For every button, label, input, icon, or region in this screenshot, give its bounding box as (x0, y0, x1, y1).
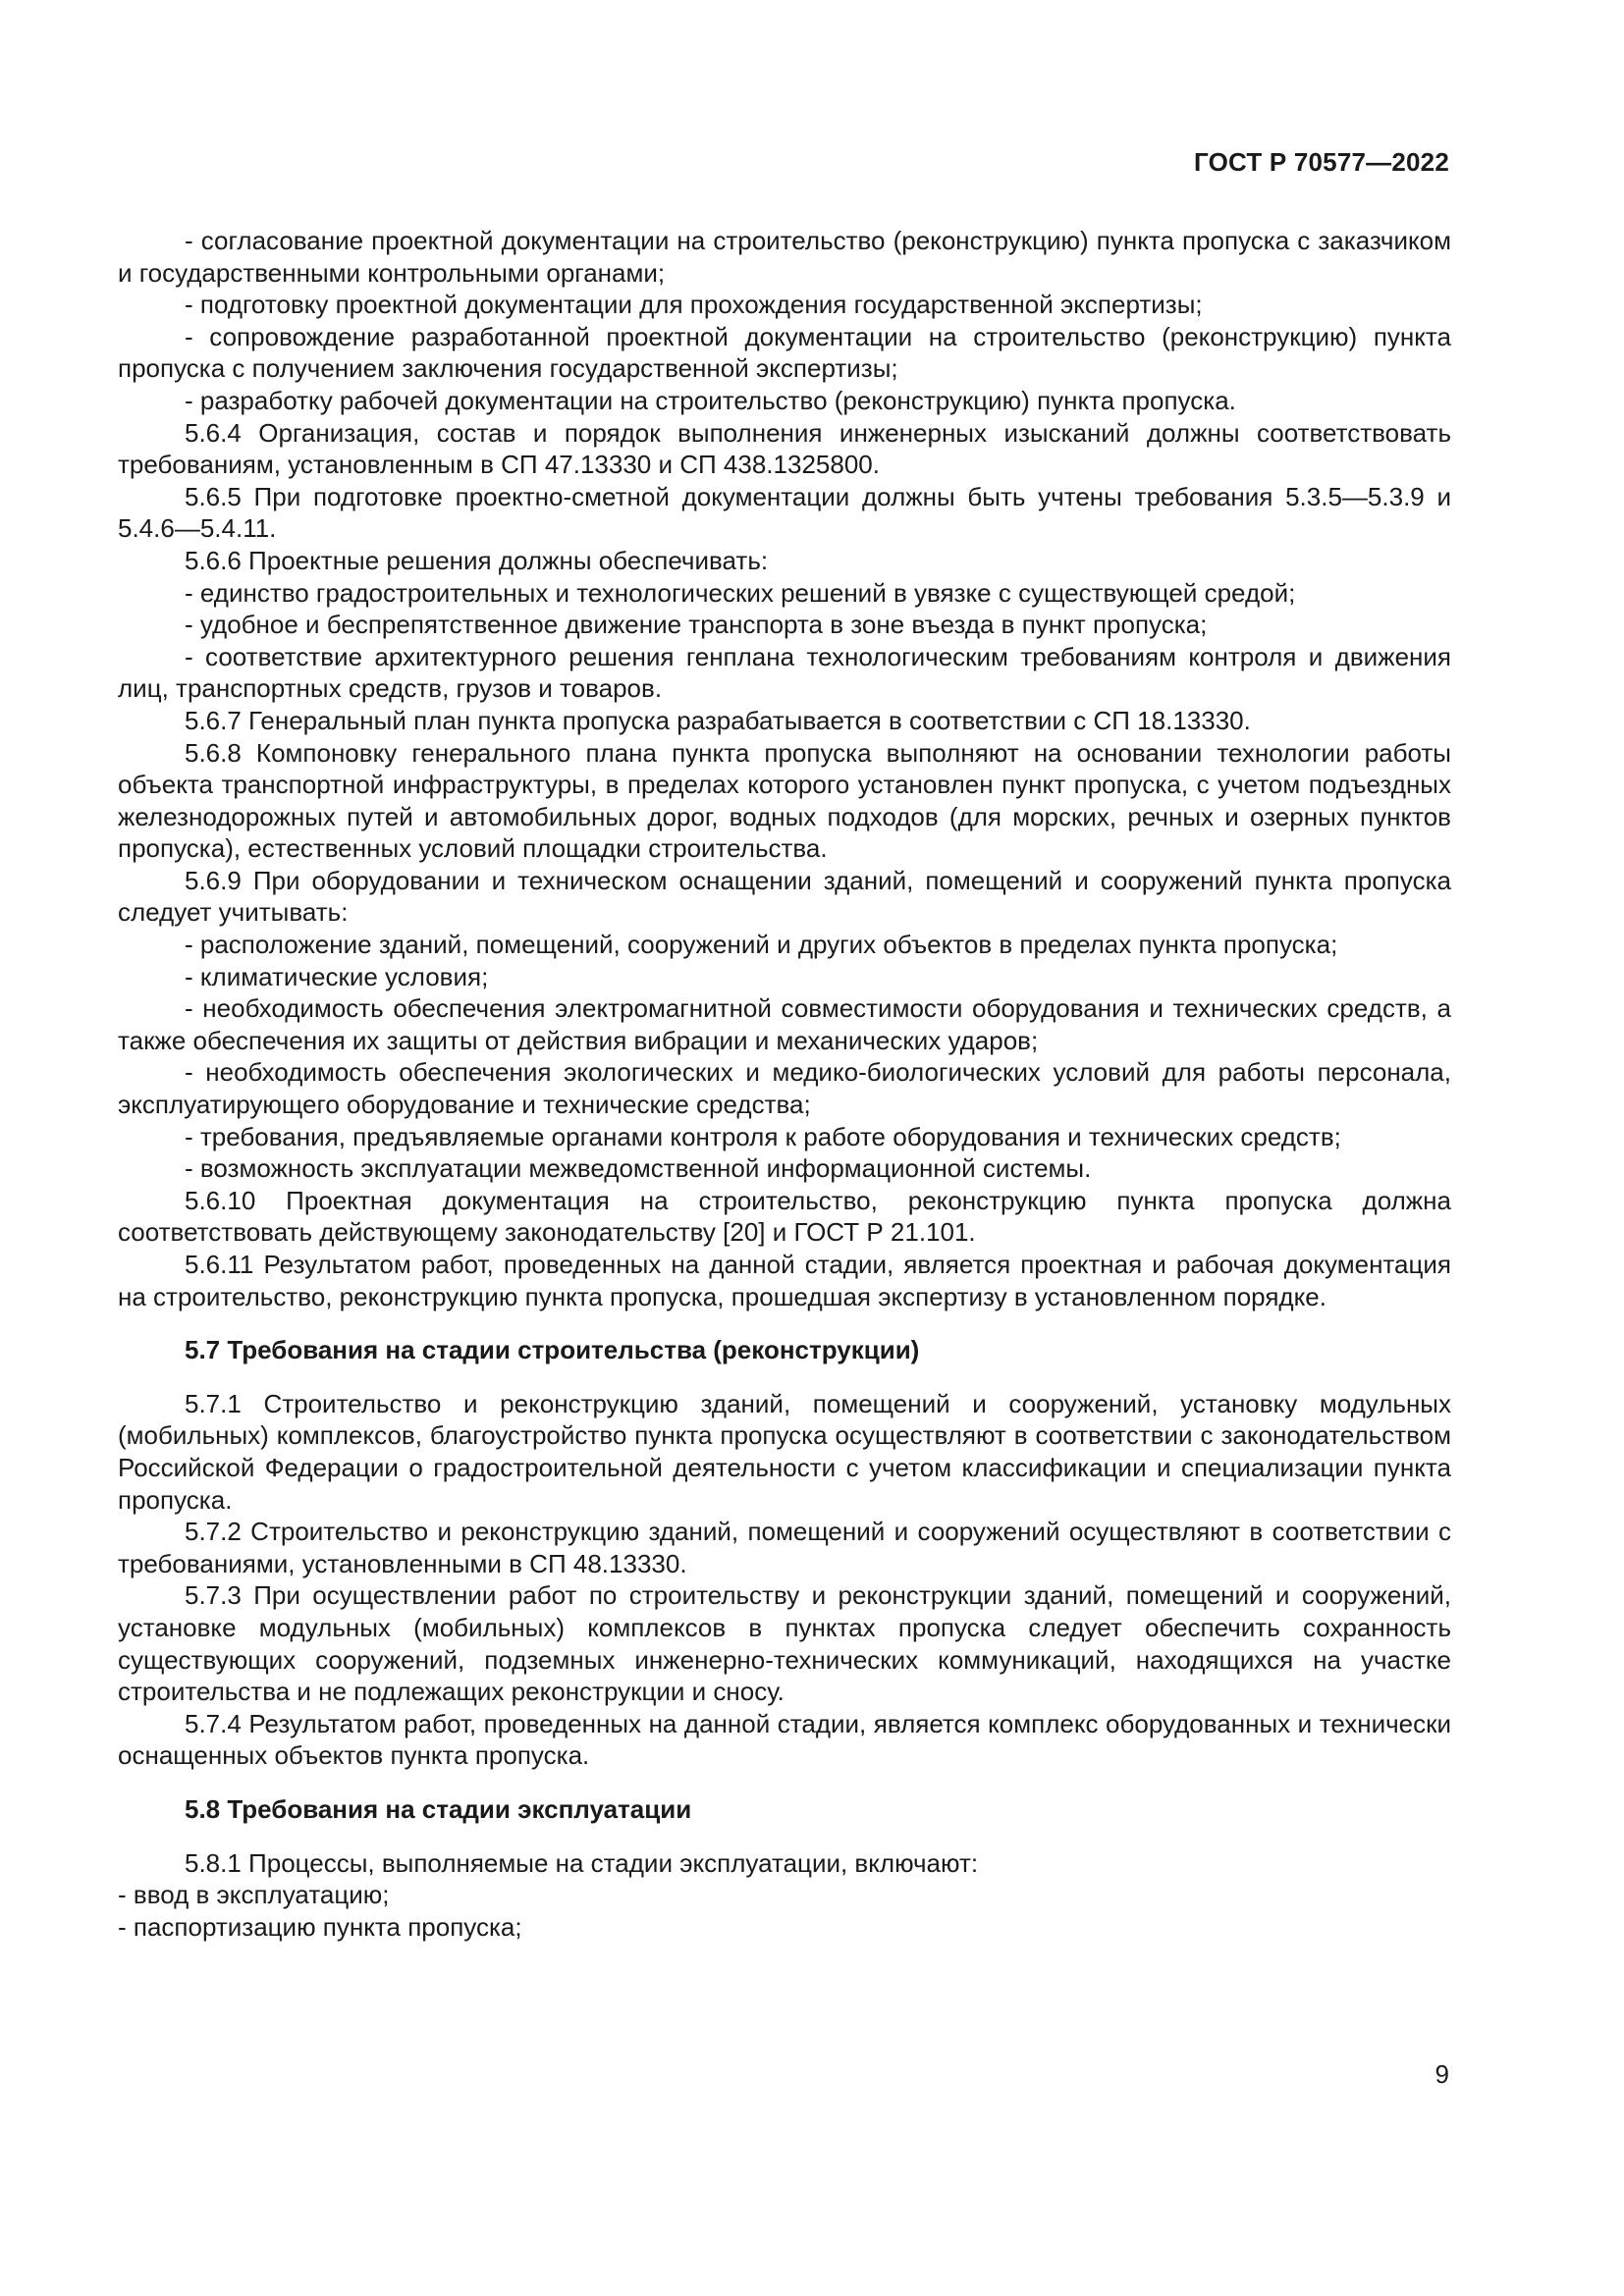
clause-5-6-4: 5.6.4 Организация, состав и порядок выполнения инженерных изысканий должны соответствовать требованиям, установленным в СП 47.13330 и СП 438.1325800. (118, 417, 1451, 480)
list-item: - удобное и беспрепятственное движение транспорта в зоне въезда в пункт пропуска; (185, 610, 1208, 640)
list-item: - соответствие архитектурного решения генплана технологическим требованиям контроля и движения лиц, транспортных средств, грузов и товаров. (118, 641, 1451, 704)
clause-5-6-11: 5.6.11 Результатом работ, проведенных на данной стадии, является проектная и рабочая документация на строительство, реконструкцию пункта пропуска, прошедшая экспертизу в установленном порядке. (118, 1250, 1451, 1311)
section-5-7 (118, 1388, 1451, 1772)
clause-5-7-2: 5.7.2 Строительство и реконструкцию зданий, помещений и сооружений осуществляют в соответствии с требованиями, установленными в СП 48.13330. (118, 1517, 1451, 1578)
list-item: - возможность эксплуатации межведомственной информационной системы. (185, 1153, 1092, 1184)
section-56-continuation (118, 225, 1451, 1312)
list-item: - необходимость обеспечения экологических и медико-биологических условий для работы персонала, эксплуатирующего оборудование и технические средства; (118, 1057, 1451, 1120)
clause-5-7-3: 5.7.3 При осуществлении работ по строительству и реконструкции зданий, помещений и сооружений, установке модульных (мобильных) комплексов в пунктах пропуска следует обеспечить сохранность существующих сооружений, подземных инженерно-технических коммуникаций, находящихся на участке строительства и не подлежащих реконструкции и сносу. (118, 1580, 1451, 1707)
list-item: - ввод в эксплуатацию; (118, 1880, 390, 1910)
section-5-8 (118, 1847, 1451, 1944)
list-item: - разработку рабочей документации на строительство (реконструкцию) пункта пропуска. (185, 385, 1236, 415)
page-content (118, 225, 1451, 1943)
section-heading-5-8: 5.8 Требования на стадии эксплуатации (185, 1793, 692, 1824)
list-item: - подготовку проектной документации для прохождения государственной экспертизы; (185, 290, 1203, 320)
clause-5-6-8: 5.6.8 Компоновку генерального плана пункта пропуска выполняют на основании технологии работы объекта транспортной инфраструктуры, в пределах которого установлен пункт пропуска, с учетом подъездных железнодорожных путей и автомобильных дорог, водных подходов (для морских, речных и озерных пунктов пропуска), естественных условий площадки строительства. (118, 737, 1451, 864)
list-item: - расположение зданий, помещений, сооружений и других объектов в пределах пункта пропуска; (185, 930, 1338, 960)
clause-5-7-1: 5.7.1 Строительство и реконструкцию зданий, помещений и сооружений, установку модульных (мобильных) комплексов, благоустройство пункта пропуска осуществляют в соответствии с законодательством Российской Федерации о градостроительной деятельности с учетом классификации и специализации пункта пропуска. (118, 1388, 1451, 1515)
clause-5-6-5: 5.6.5 При подготовке проектно-сметной документации должны быть учтены требования 5.3.5—5.3.9 и 5.4.6—5.4.11. (118, 481, 1451, 544)
list-item: - сопровождение разработанной проектной документации на строительство (реконструкцию) пункта пропуска с получением заключения государственной экспертизы; (118, 321, 1451, 384)
page-number: 9 (1435, 2059, 1449, 2089)
list-item: - климатические условия; (185, 961, 489, 991)
list-item: - паспортизацию пункта пропуска; (118, 1911, 522, 1942)
list-item: - единство градостроительных и технологических решений в увязке с существующей средой; (185, 577, 1296, 608)
list-item: - требования, предъявляемые органами контроля к работе оборудования и технических средств; (185, 1121, 1341, 1151)
clause-5-6-9: 5.6.9 При оборудовании и техническом оснащении зданий, помещений и сооружений пункта пропуска следует учитывать: (118, 865, 1451, 928)
list-item: - необходимость обеспечения электромагнитной совместимости оборудования и технических средств, а также обеспечения их защиты от действия вибрации и механических ударов; (118, 993, 1451, 1055)
clause-5-8-1: 5.8.1 Процессы, выполняемые на стадии эксплуатации, включают: (185, 1847, 979, 1878)
clause-5-6-10: 5.6.10 Проектная документация на строительство, реконструкцию пункта пропуска должна соответствовать действующему законодательству [20] и ГОСТ Р 21.101. (118, 1185, 1451, 1248)
list-item: - согласование проектной документации на строительство (реконструкцию) пункта пропуска с заказчиком и государственными контрольными органами; (118, 226, 1451, 288)
section-heading-5-7: 5.7 Требования на стадии строительства (реконструкции) (185, 1335, 920, 1365)
clause-5-7-4: 5.7.4 Результатом работ, проведенных на данной стадии, является комплекс оборудованных и технически оснащенных объектов пункта пропуска. (118, 1708, 1451, 1771)
document-code: ГОСТ Р 70577—2022 (1194, 147, 1449, 177)
clause-5-6-7: 5.6.7 Генеральный план пункта пропуска разрабатывается в соответствии с СП 18.13330. (185, 705, 1251, 735)
clause-5-6-6: 5.6.6 Проектные решения должны обеспечивать: (185, 545, 769, 575)
